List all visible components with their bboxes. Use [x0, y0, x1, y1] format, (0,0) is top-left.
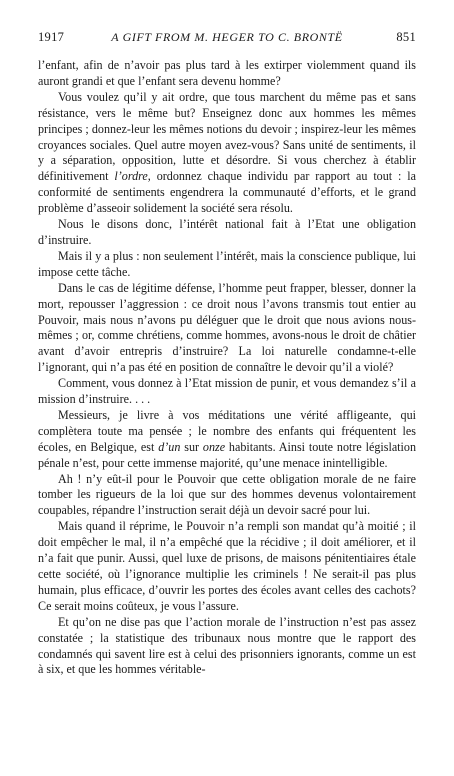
header-year: 1917 [38, 30, 65, 44]
italic-dun: d’un [158, 439, 181, 454]
header-title: A GIFT FROM M. HEGER TO C. BRONTË [111, 30, 343, 44]
paragraph-conscience-publique: Mais il y a plus : non seulement l’intérêt, mais la conscience publique, lui impose cette tâche. [38, 248, 416, 279]
paragraph-action-morale: Et qu’on ne dise pas que l’action morale de l’instruction n’est pas assez constatée ; la statistique des tribunaux nous montre que le rapport des condamnés qui savent lire est à celui des prisonniers ignorants, comme un est à six, et que les hommes véritable- [38, 614, 416, 677]
paragraph-verite-affligeante: Messieurs, je livre à vos méditations une vérité affligeante, qui complètera toute ma pensée ; le nombre des enfants qui fréquentent les écoles, en Belgique, est d’un sur onze habitants. Ainsi toute notre législation pénale n’est, pour cette immense majorité, qu’une menace inintelligible. [38, 407, 416, 470]
italic-onze: onze [202, 439, 226, 454]
paragraph-ordre: Vous voulez qu’il y ait ordre, que tous marchent du même pas et sans résistance, vers le même but? Enseignez donc aux hommes les mêmes principes ; donnez-leur les mêmes notions du devoir ; inspirez-leur les mêmes croyances sociales. Quel autre moyen avez-vous? Sans unité de sentiments, il y a séparation, opposition, lutte et désordre. Si vous cherchez à établir définitivement l’ordre, ordonnez chaque individu par rapport au tout : la conformité de sentiments engendrera la communauté d’efforts, et le grand problème d’asseoir solidement la société sera résolu. [38, 89, 416, 216]
paragraph-obligation-morale: Ah ! n’y eût-il pour le Pouvoir que cette obligation morale de ne faire tomber les rigueurs de la loi que sur des hommes devenus volontairement coupables, répandre l’instruction serait déjà un devoir sacré pour lui. [38, 471, 416, 518]
paragraph-reprime: Mais quand il réprime, le Pouvoir n’a rempli son mandat qu’à moitié ; il doit empêcher le mal, il n’a empêché que la récidive ; il doit améliorer, et il n’a fait que punir. Aussi, quel luxe de prisons, de maisons pénitentiaires étale cette société, où l’ignorance multiplie les criminels ! Ne serait-il pas plus humain, plus efficace, d’ouvrir les portes des écoles avant celles des cachots? Ce serait moins coûteux, je vous l’assure. [38, 519, 416, 613]
page-number: 851 [396, 30, 416, 44]
paragraph-continued: l’enfant, afin de n’avoir pas plus tard à les extirper violemment quand ils auront grandi et que l’enfant sera devenu homme? [38, 58, 416, 88]
paragraph-legitime-defense: Dans le cas de légitime défense, l’homme peut frapper, blesser, donner la mort, repousser l’aggression : ce droit nous l’avons transmis tout entier au Pouvoir, mais nous n’avons pu déléguer que le droit que nous avions nous-mêmes ; or, comme chrétiens, comme hommes, avons-nous le droit de châtier avant d’avoir entrepris d’instruire? La loi naturelle condamne-t-elle l’ignorant, qui n’a pas été en position de connaître le devoir qu’il a violé? [38, 280, 416, 375]
italic-ordre: l’ordre [114, 169, 148, 184]
paragraph-interet-national: Nous le disons donc, l’intérêt national fait à l’Etat une obligation d’instruire. [38, 217, 416, 247]
body-text [38, 58, 416, 678]
running-head [38, 28, 416, 48]
paragraph-mission-punir: Comment, vous donnez à l’Etat mission de punir, et vous demandez s’il a mission d’instruire. . . . [38, 376, 416, 407]
